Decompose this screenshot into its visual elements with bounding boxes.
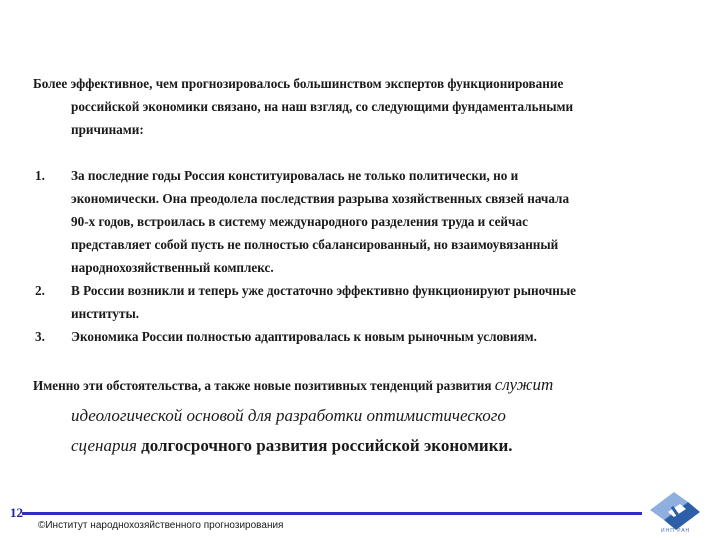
list-item-line: народнохозяйственный комплекс.: [71, 260, 274, 275]
closing-line-1: [33, 374, 703, 397]
list-item: [33, 279, 693, 325]
list-item-number: 1.: [35, 168, 45, 183]
list-item-line: В России возникли и теперь уже достаточно эффективно функционируют рыночные: [71, 283, 577, 298]
reasons-list: [33, 164, 693, 348]
closing-line-1-text: Именно эти обстоятельства, а также новые позитивных тенденций развития: [33, 378, 495, 393]
list-item: [33, 164, 693, 279]
intro-paragraph: [33, 72, 693, 141]
list-item-number: 2.: [35, 283, 45, 298]
closing-line-3-text: долгосрочного развития российской экономики.: [136, 436, 513, 455]
list-item-line: экономически. Она преодолела последствия разрыва хозяйственных связей начала: [71, 191, 570, 206]
closing-paragraph: [33, 374, 703, 459]
closing-line-1-italic: служит: [494, 375, 554, 394]
page-number: 12: [10, 505, 23, 520]
closing-line-2: идеологической основой для разработки оптимистического: [71, 406, 506, 425]
list-item: [33, 325, 693, 348]
list-item-line: Экономика России полностью адаптировалась к новым рыночным условиям.: [71, 329, 537, 344]
closing-line-3: [33, 433, 703, 459]
list-item-line: За последние годы Россия конституировалась не только политически, но и: [71, 168, 519, 183]
list-item-line: институты.: [71, 306, 140, 321]
intro-line-1: Более эффективное, чем прогнозировалось большинством экспертов функционирование: [33, 76, 564, 91]
footer-divider: [22, 512, 642, 515]
list-item-line: 90-х годов, встроилась в систему международного разделения труда и сейчас: [71, 214, 528, 229]
intro-line-3: причинами:: [71, 122, 144, 137]
closing-line-3-italic: сценария: [71, 436, 137, 455]
list-item-line: представляет собой пусть не полностью сбалансированный, но взаимоувязанный: [71, 237, 559, 252]
intro-line-2: российской экономики связано, на наш взгляд, со следующими фундаментальными: [71, 99, 574, 114]
list-item-number: 3.: [35, 329, 45, 344]
logo-caption: ИНП РАН: [661, 528, 691, 534]
copyright-text: ©Институт народнохозяйственного прогнозирования: [38, 520, 284, 531]
